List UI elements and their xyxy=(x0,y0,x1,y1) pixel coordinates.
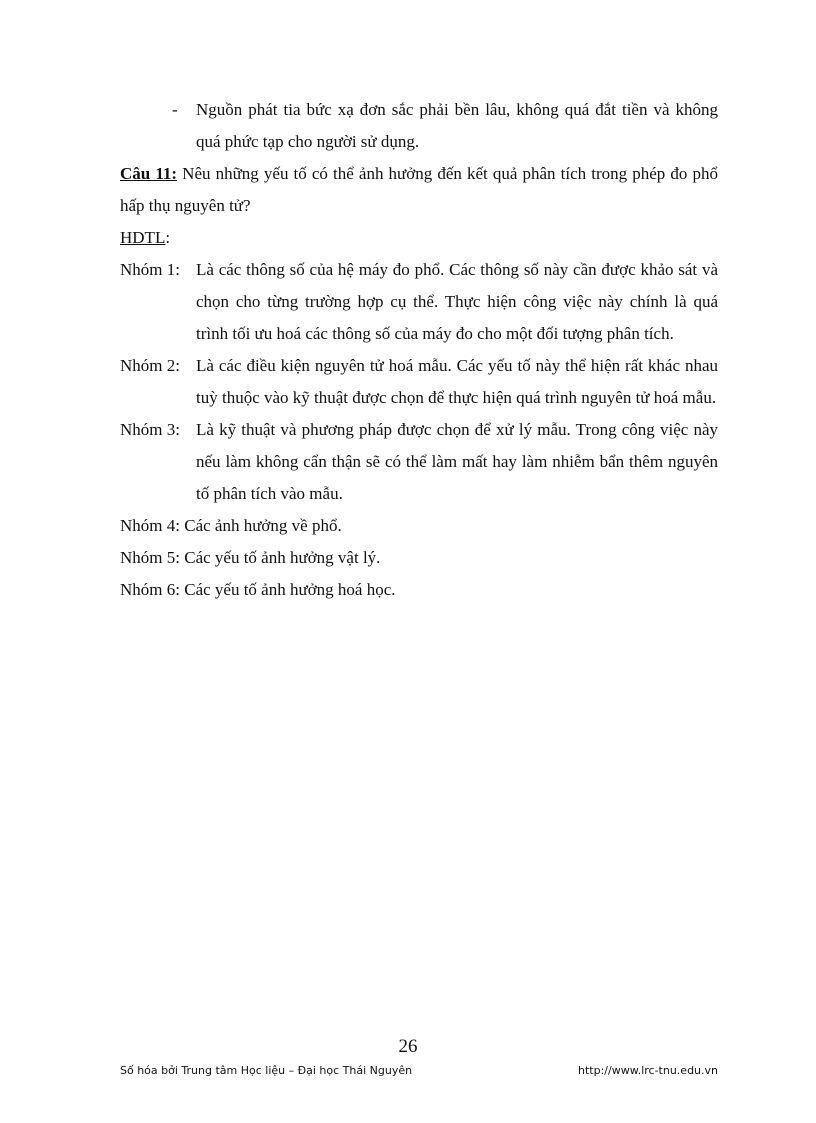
answer-label: HDTL xyxy=(120,228,166,247)
page-footer xyxy=(120,1064,718,1077)
answer-group-2 xyxy=(120,350,718,414)
bullet-item xyxy=(120,94,718,158)
group-label: Nhóm 3: xyxy=(120,420,180,439)
group-text: Các yếu tố ảnh hưởng hoá học. xyxy=(184,580,396,599)
footer-source: Số hóa bởi Trung tâm Học liệu – Đại học Thái Nguyên xyxy=(120,1064,413,1077)
group-text: Là các thông số của hệ máy đo phổ. Các thông số này cần được khảo sát và chọn cho từng trường hợp cụ thể. Thực hiện công việc này chính là quá trình tối ưu hoá các thông số của máy đo cho một đối tượng phân tích. xyxy=(196,260,718,343)
group-text: Là các điều kiện nguyên tử hoá mẫu. Các yếu tố này thể hiện rất khác nhau tuỳ thuộc vào kỹ thuật được chọn để thực hiện quá trình nguyên tử hoá mẫu. xyxy=(196,356,718,407)
answer-group-6 xyxy=(120,574,718,606)
bullet-dash: - xyxy=(172,100,178,119)
question-label: Câu 11: xyxy=(120,164,178,183)
footer-url: http://www.lrc-tnu.edu.vn xyxy=(578,1064,718,1077)
group-label: Nhóm 6: xyxy=(120,580,180,599)
question-text: Nêu những yếu tố có thể ảnh hưởng đến kết quả phân tích trong phép đo phổ hấp thụ nguyên tử? xyxy=(120,164,718,215)
answer-group-5 xyxy=(120,542,718,574)
answer-label-suffix: : xyxy=(165,228,171,247)
group-label: Nhóm 2: xyxy=(120,356,180,375)
group-text: Các ảnh hưởng về phổ. xyxy=(184,516,342,535)
answer-heading xyxy=(120,222,718,254)
answer-group-3 xyxy=(120,414,718,510)
answer-group-4 xyxy=(120,510,718,542)
group-label: Nhóm 1: xyxy=(120,260,180,279)
bullet-text: Nguồn phát tia bức xạ đơn sắc phải bền lâu, không quá đắt tiền và không quá phức tạp cho người sử dụng. xyxy=(196,100,718,151)
group-text: Các yếu tố ảnh hưởng vật lý. xyxy=(184,548,381,567)
group-label: Nhóm 4: xyxy=(120,516,180,535)
page-content xyxy=(120,94,718,606)
question xyxy=(120,158,718,222)
group-text: Là kỹ thuật và phương pháp được chọn để xử lý mẫu. Trong công việc này nếu làm không cẩn thận sẽ có thể làm mất hay làm nhiễm bẩn thêm nguyên tố phân tích vào mẫu. xyxy=(196,420,718,503)
page-number: 26 xyxy=(398,1036,418,1057)
group-label: Nhóm 5: xyxy=(120,548,180,567)
answer-group-1 xyxy=(120,254,718,350)
